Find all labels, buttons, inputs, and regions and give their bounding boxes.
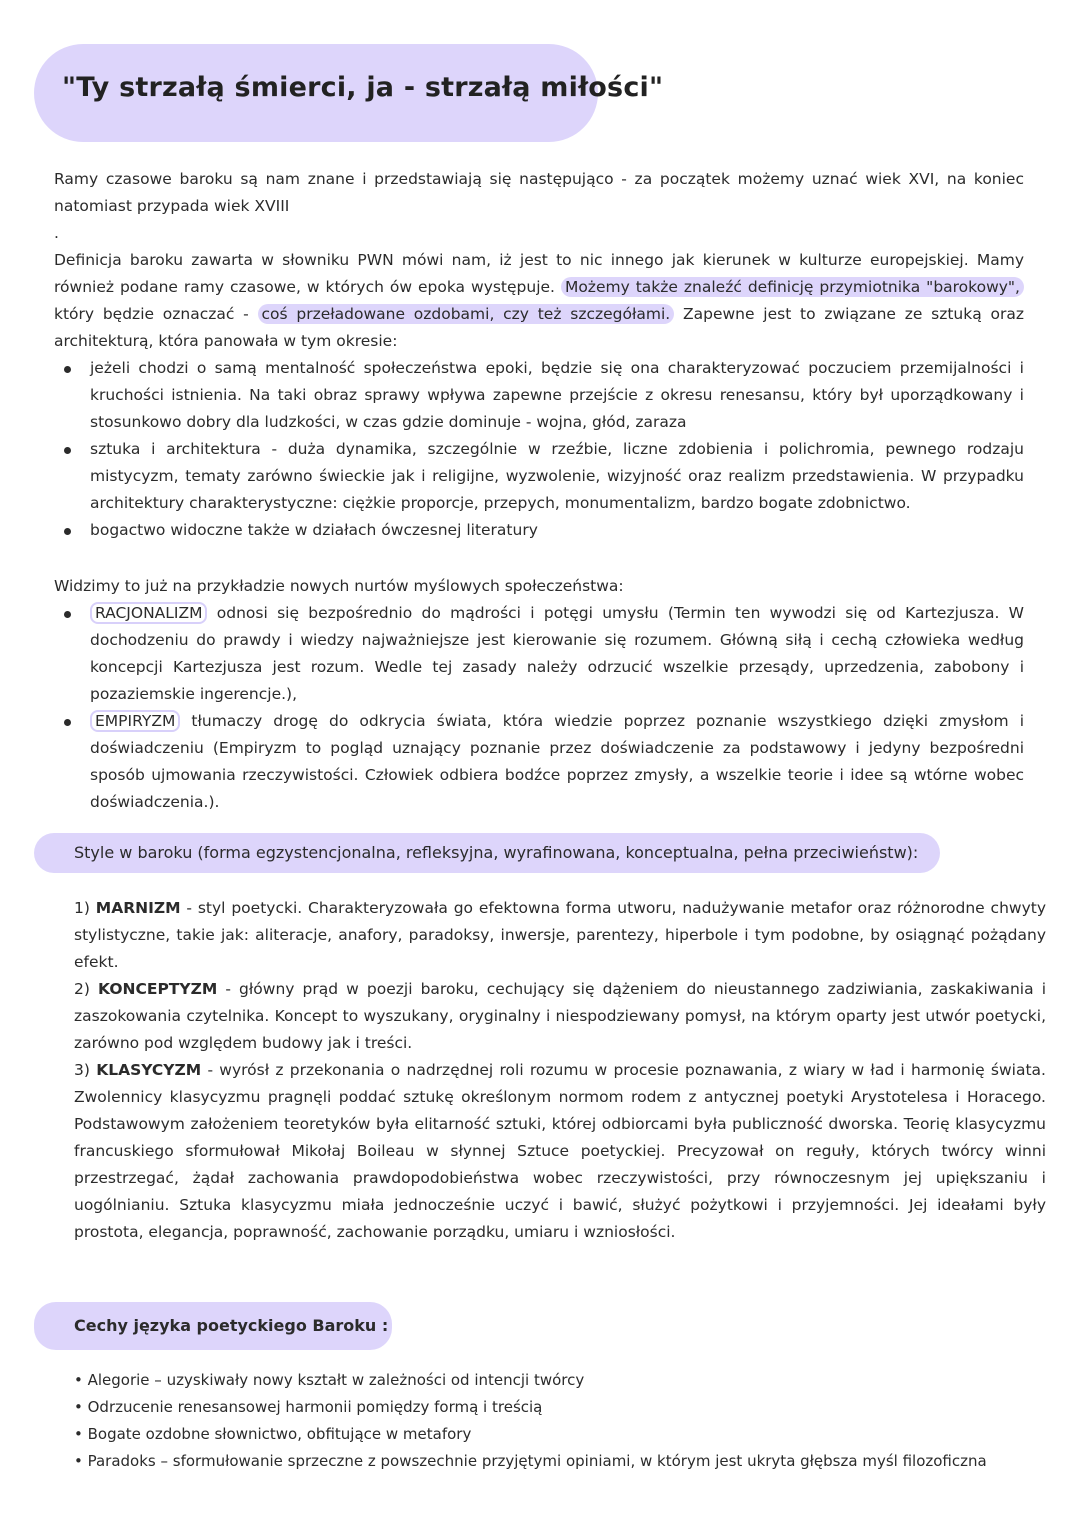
list-item (90, 600, 1024, 708)
intro-paragraph: Ramy czasowe baroku są nam znane i przedstawiają się następująco - za początek możemy uznać wiek XVI, na koniec natomiast przypada wiek XVIII (54, 170, 1024, 215)
page-title: "Ty strzałą śmierci, ja - strzałą miłości" (62, 72, 664, 103)
style-item (74, 1057, 1046, 1246)
currents-list (54, 600, 1024, 816)
features-list (74, 1367, 1064, 1475)
style-item (74, 976, 1046, 1057)
term-description: odnosi się bezpośrednio do mądrości i potęgi umysłu (Termin ten wywodzi się od Kartezjusza. W dochodzeniu do prawdy i wiedzy najważniejsze jest kierowanie się rozumem. Główną siłą i cechą człowieka według koncepcji Kartezjusza jest rozum. Wedle tej zasady należy odrzucić wszelkie przesądy, uprzedzenia, zabobony i pozaziemskie ingerencje.), (90, 604, 1024, 703)
intro-bullet-list (54, 355, 1024, 544)
list-item: sztuka i architektura - duża dynamika, szczególnie w rzeźbie, liczne zdobienia i polichromia, pewnego rodzaju mistycyzm, tematy zarówno świeckie jak i religijne, wyzwolenie, wizyjność oraz realizm przedstawienia. W przypadku architektury charakterystyczne: ciężkie proporcje, przepych, monumentalizm, bardzo bogate zdobnictwo. (90, 436, 1024, 517)
currents-section (54, 573, 1024, 816)
term-empiryzm: EMPIRYZM (90, 710, 180, 732)
style-number: 1) (74, 899, 90, 917)
list-item: • Odrzucenie renesansowej harmonii pomiędzy formą i treścią (74, 1398, 543, 1416)
style-number: 2) (74, 980, 90, 998)
definition-highlight-2: coś przeładowane ozdobami, czy też szczegółami. (258, 304, 675, 324)
currents-lead: Widzimy to już na przykładzie nowych nurtów myślowych społeczeństwa: (54, 577, 624, 595)
intro-section (54, 166, 1024, 544)
intro-dot: . (54, 224, 59, 242)
style-term: MARNIZM (95, 899, 181, 917)
list-item: • Bogate ozdobne słownictwo, obfitujące w metafory (74, 1425, 472, 1443)
list-item: • Alegorie – uzyskiwały nowy kształt w zależności od intencji twórcy (74, 1371, 585, 1389)
style-term: KLASYCYZM (96, 1061, 202, 1079)
definition-highlight-1: Możemy także znaleźć definicję przymiotnika "barokowy", (561, 277, 1024, 297)
styles-header: Style w baroku (forma egzystencjonalna, refleksyjna, wyrafinowana, konceptualna, pełna przeciwieństw): (74, 843, 919, 862)
style-number: 3) (74, 1061, 90, 1079)
definition-text-2: który będzie oznaczać - (54, 305, 249, 323)
term-description: tłumaczy drogę do odkrycia świata, która wiedzie poprzez poznanie wszystkiego dzięki zmysłom i doświadczeniu (Empiryzm to pogląd uznający poznanie przez doświadczenie za podstawowy i jedyny bezpośredni sposób ujmowania rzeczywistości. Człowiek odbiera bodźce poprzez zmysły, a wszelkie teorie i idee są wtórne wobec doświadczenia.). (90, 712, 1024, 811)
definition-text-3: Zapewne jest to związane ze sztuką oraz architekturą, która panowała w tym okresie: (54, 305, 1024, 350)
style-term: KONCEPTYZM (98, 980, 218, 998)
definition-paragraph (54, 247, 1024, 355)
styles-section (74, 895, 1046, 1246)
definition-text-1: Definicja baroku zawarta w słowniku PWN mówi nam, iż jest to nic innego jak kierunek w kulturze europejskiej. Mamy również podane ramy czasowe, w których ów epoka występuje. (54, 251, 1024, 296)
style-description: - wyrósł z przekonania o nadrzędnej roli rozumu w procesie poznawania, z wiary w ład i harmonię świata. Zwolennicy klasycyzmu pragnęli poddać sztukę określonym normom rodem z antycznej poetyki Arystotelesa i Horacego. Podstawowym założeniem teoretyków była elitarność sztuki, której odbiorcami była publiczność dworska. Teorię klasycyzmu francuskiego sformułował Mikołaj Boileau w słynnej Sztuce poetyckiej. Precyzował on reguły, których twórcy winni przestrzegać, żądał zachowania prawdopodobieństwa wobec rzeczywistości, przy równoczesnym jej upiększaniu i uogólnianiu. Sztuka klasycyzmu miała jednocześnie uczyć i bawić, służyć pożytkowi i przyjemności. Jej ideałami były prostota, elegancja, poprawność, zachowanie porządku, umiaru i wzniosłości. (74, 1061, 1046, 1241)
term-racjonalizm: RACJONALIZM (90, 602, 207, 624)
list-item (90, 708, 1024, 816)
features-header: Cechy języka poetyckiego Baroku : (74, 1316, 389, 1335)
list-item: • Paradoks – sformułowanie sprzeczne z powszechnie przyjętymi opiniami, w którym jest ukryta głębsza myśl filozoficzna (74, 1452, 987, 1470)
style-description: - główny prąd w poezji baroku, cechujący się dążeniem do nieustannego zadziwiania, zaskakiwania i zaszokowania czytelnika. Koncept to wyszukany, oryginalny i niespodziewany pomysł, na którym oparty jest utwór poetycki, zarówno pod względem budowy jak i treści. (74, 980, 1047, 1052)
list-item: bogactwo widoczne także w działach ówczesnej literatury (90, 517, 1024, 544)
style-item (74, 895, 1046, 976)
list-item: jeżeli chodzi o samą mentalność społeczeństwa epoki, będzie się ona charakteryzować poczuciem przemijalności i kruchości istnienia. Na taki obraz sprawy wpływa zapewne przejście z okresu renesansu, który był uporządkowany i stosunkowo dobry dla ludzkości, w czas gdzie dominuje - wojna, głód, zaraza (90, 355, 1024, 436)
style-description: - styl poetycki. Charakteryzowała go efektowna forma utworu, nadużywanie metafor oraz różnorodne chwyty stylistyczne, takie jak: aliteracje, anafory, paradoksy, inwersje, parentezy, hiperbole i tym podobne, by osiągnąć pożądany efekt. (74, 899, 1046, 971)
